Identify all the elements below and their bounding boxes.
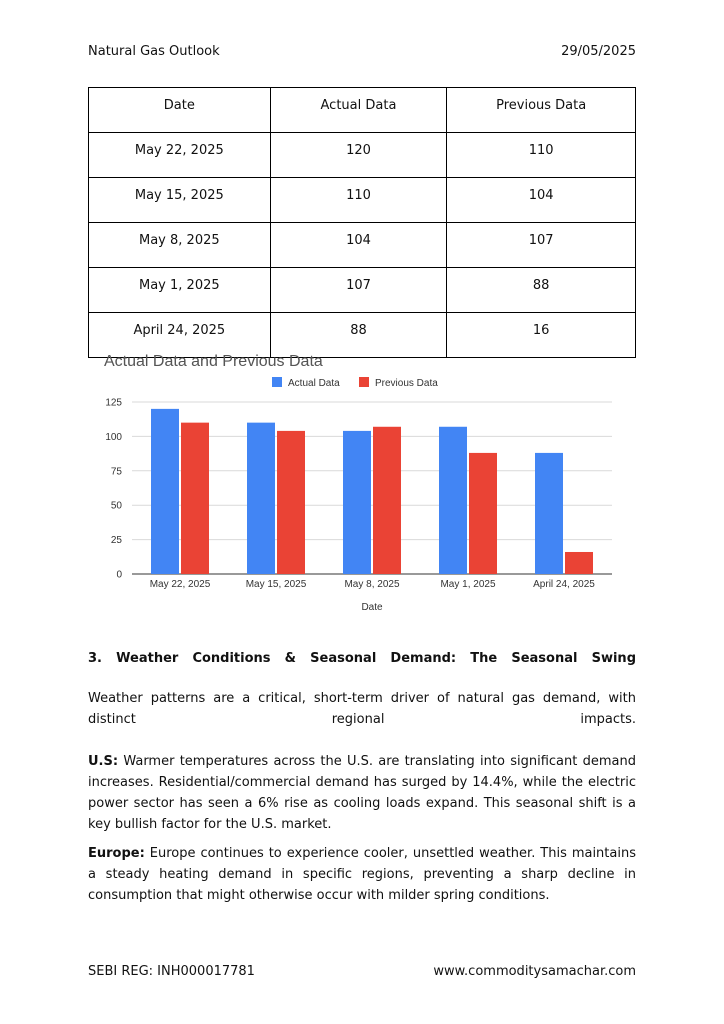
y-tick-label: 125 [105,397,122,409]
table-cell: 110 [270,178,447,223]
legend-label: Previous Data [375,378,438,389]
bar-actual [151,409,179,574]
x-tick-label: April 24, 2025 [533,579,595,590]
legend-swatch [272,377,282,387]
table-cell: 107 [270,268,447,313]
intro-paragraph: Weather patterns are a critical, short-term driver of natural gas demand, with distinct regional impacts. [88,691,636,727]
column-header: Previous Data [447,88,636,133]
x-tick-label: May 1, 2025 [440,579,496,590]
page-header [88,44,636,60]
website-link[interactable]: www.commoditysamachar.com [433,964,636,979]
bar-previous [277,431,305,574]
table-cell: May 22, 2025 [89,133,271,178]
table-cell: 88 [270,313,447,358]
x-axis-label: Date [361,602,383,613]
bar-actual [535,453,563,574]
table-cell: April 24, 2025 [89,313,271,358]
table-cell: May 8, 2025 [89,223,271,268]
header-title: Natural Gas Outlook [88,44,220,59]
legend-label: Actual Data [288,378,340,389]
y-tick-label: 100 [105,431,122,443]
table-row [89,223,636,268]
sebi-registration: SEBI REG: INH000017781 [88,964,255,979]
bar-previous [565,552,593,574]
column-header: Date [89,88,271,133]
x-tick-label: May 15, 2025 [245,579,307,590]
table-row [89,178,636,223]
us-label: U.S: [88,754,119,769]
bar-actual [247,423,275,574]
table-cell: 110 [447,133,636,178]
table-row [89,133,636,178]
us-paragraph [88,751,636,835]
data-table [88,87,636,358]
table-cell: 16 [447,313,636,358]
table-cell: 104 [447,178,636,223]
table-row [89,268,636,313]
y-tick-label: 50 [110,500,122,512]
column-header: Actual Data [270,88,447,133]
bar-actual [439,427,467,574]
x-tick-label: May 22, 2025 [149,579,211,590]
bar-chart [96,340,624,620]
bar-actual [343,431,371,574]
header-date: 29/05/2025 [561,44,636,59]
table-cell: 120 [270,133,447,178]
bar-previous [469,453,497,574]
europe-text: Europe continues to experience cooler, unsettled weather. This maintains a steady heating demand in specific regions, preventing a sharp decline in consumption that might otherwise occur with milder spring conditions. [88,846,636,903]
y-tick-label: 25 [110,535,122,547]
x-tick-label: May 8, 2025 [344,579,400,590]
page-footer [88,964,636,980]
table-cell: May 1, 2025 [89,268,271,313]
us-text: Warmer temperatures across the U.S. are translating into significant demand increases. Residential/commercial demand has surged by 14.4%, while the electric power sector has seen a 6% rise as cooling loads expand. This seasonal shift is a key bullish factor for the U.S. market. [88,754,636,832]
table-cell: 104 [270,223,447,268]
table-cell: 107 [447,223,636,268]
bar-previous [181,423,209,574]
table-cell: 88 [447,268,636,313]
chart-title: Actual Data and Previous Data [104,353,323,370]
table-cell: May 15, 2025 [89,178,271,223]
bar-previous [373,427,401,574]
table-header-row [89,88,636,133]
section-heading: 3. Weather Conditions & Seasonal Demand: The Seasonal Swing [88,651,636,666]
europe-label: Europe: [88,846,145,861]
legend-swatch [359,377,369,387]
y-tick-label: 75 [110,466,122,478]
y-tick-label: 0 [116,569,122,581]
europe-paragraph [88,843,636,906]
